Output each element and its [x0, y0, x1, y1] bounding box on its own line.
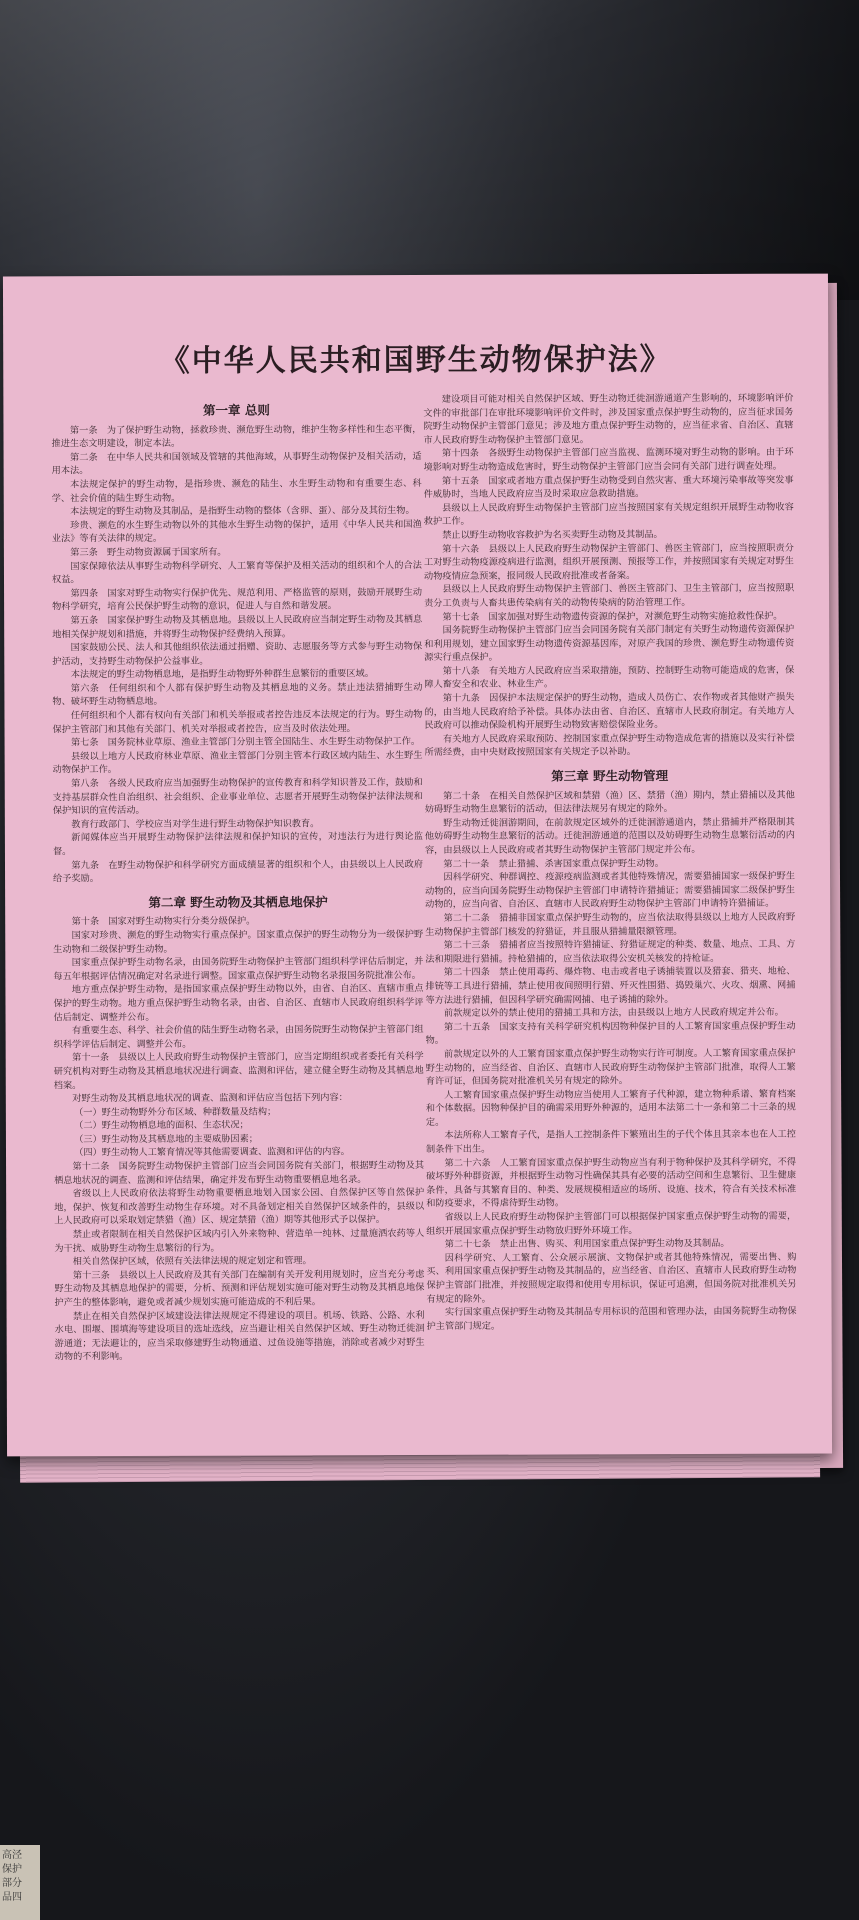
article-paragraph: 第十四条 各级野生动物保护主管部门应当监视、监测环境对野生动物的影响。由于环境影响对野生动物造成危害时，野生动物保护主管部门应当会同有关部门进行调查处理。	[423, 447, 794, 473]
article-paragraph: 有重要生态、科学、社会价值的陆生野生动物名录，由国务院野生动物保护主管部门组织科学评估后制定、调整并公布。	[53, 1024, 424, 1050]
article-paragraph: 县级以上人民政府野生动物保护主管部门应当按照国家有关规定组织开展野生动物收容救护工作。	[423, 501, 794, 528]
article-paragraph: 前款规定以外的人工繁育国家重点保护野生动物实行许可制度。人工繁育国家重点保护野生动物的，应当经省、自治区、直辖市人民政府野生动物保护主管部门批准，取得人工繁育许可证，但国务院对批准机关另有规定的除外。	[425, 1047, 796, 1088]
article-paragraph: 第五条 国家保护野生动物及其栖息地。县级以上人民政府应当制定野生动物及其栖息地相关保护规划和措施，并将野生动物保护经费纳入预算。	[52, 613, 423, 640]
article-paragraph: 第二十一条 禁止猎捕、杀害国家重点保护野生动物。	[443, 857, 664, 870]
article-paragraph: 第二十三条 猎捕者应当按照特许猎捕证、狩猎证规定的种类、数量、地点、工具、方法和期限进行猎捕。持枪猎捕的，应当依法取得公安机关核发的持枪证。	[425, 938, 796, 965]
article-paragraph: 第十一条 县级以上人民政府野生动物保护主管部门，应当定期组织或者委托有关科学研究机构对野生动物及其栖息地状况进行调查、监测和评估，建立健全野生动物及其栖息地档案。	[53, 1051, 424, 1091]
article-paragraph: 本法所称人工繁育子代，是指人工控制条件下繁殖出生的子代个体且其亲本也在人工控制条件下出生。	[425, 1129, 796, 1156]
article-paragraph: 国家鼓励公民、法人和其他组织依法通过捐赠、资助、志愿服务等方式参与野生动物保护活动，支持野生动物保护公益事业。	[52, 641, 423, 667]
article-paragraph: 国家保障依法从事野生动物科学研究、人工繁育等保护及相关活动的组织和个人的合法权益。	[51, 559, 422, 586]
article-paragraph: 第四条 国家对野生动物实行保护优先、规范利用、严格监管的原则，鼓励开展野生动物科学研究，培育公民保护野生动物的意识，促进人与自然和谐发展。	[52, 586, 423, 613]
article-paragraph: 禁止以野生动物收容救护为名买卖野生动物及其制品。	[442, 529, 663, 541]
chapter-heading: 第三章 野生动物管理	[551, 768, 669, 784]
article-paragraph: 建设项目可能对相关自然保护区域、野生动物迁徙洄游通道产生影响的，环境影响评价文件的审批部门在审批环境影响评价文件时，涉及国家重点保护野生动物的，应当征求国务院野生动物保护主管部门意见；涉及地方重点保护野生动物的，应当征求省、自治区、直辖市人民政府野生动物保护主管部门意见。	[423, 392, 794, 446]
article-paragraph: 第二十六条 人工繁育国家重点保护野生动物应当有利于物种保护及其科学研究，不得破坏野外种群资源，并根据野生动物习性确保其具有必要的活动空间和生息繁衍、卫生健康条件，具备与其繁育目的、种类、发展规模相适应的场所、设施、技术，符合有关技术标准和防疫要求，不得虐待野生动物。	[426, 1156, 797, 1210]
article-paragraph: 省级以上人民政府依法将野生动物重要栖息地划入国家公园、自然保护区等自然保护地，保护、恢复和改善野生动物生存环境。对不具备划定相关自然保护区域条件的，县级以上人民政府可以采取划定禁猎（渔）区、规定禁猎（渔）期等其他形式予以保护。	[54, 1187, 425, 1227]
article-paragraph: 任何组织和个人都有权向有关部门和机关举报或者控告违反本法规定的行为。野生动物保护主管部门和其他有关部门、机关对举报或者控告，应当及时依法处理。	[52, 709, 423, 735]
article-paragraph: （四）野生动物人工繁育情况等其他需要调查、监测和评估的内容。	[74, 1146, 350, 1159]
article-paragraph: 省级以上人民政府野生动物保护主管部门可以根据保护国家重点保护野生动物的需要，组织开展国家重点保护野生动物放归野外环境工作。	[426, 1210, 797, 1237]
article-paragraph: 本法规定的野生动物及其制品，是指野生动物的整体（含卵、蛋）、部分及其衍生物。	[70, 505, 415, 518]
article-paragraph: 国家对珍贵、濒危的野生动物实行重点保护。国家重点保护的野生动物分为一级保护野生动物和二级保护野生动物。	[53, 928, 424, 955]
article-paragraph: 第十七条 国家加强对野生动物遗传资源的保护，对濒危野生动物实施抢救性保护。	[442, 610, 783, 623]
article-paragraph: 第八条 各级人民政府应当加强野生动物保护的宣传教育和科学知识普及工作，鼓励和支持基层群众性自治组织、社会组织、企业事业单位、志愿者开展野生动物保护法律法规和保护知识的宣传活动。	[52, 777, 423, 817]
article-paragraph: 珍贵、濒危的水生野生动物以外的其他水生野生动物的保护，适用《中华人民共和国渔业法》等有关法律的规定。	[51, 518, 422, 545]
article-paragraph: 县级以上人民政府野生动物保护主管部门、兽医主管部门、卫生主管部门，应当按照职责分工负责与人畜共患传染病有关的动物传染病的防治管理工作。	[424, 582, 795, 609]
article-paragraph: 第十三条 县级以上人民政府及其有关部门在编制有关开发利用规划时，应当充分考虑野生动物及其栖息地保护的需要，分析、预测和评估规划实施可能对野生动物及其栖息地保护产生的整体影响，避免或者减少规划实施可能造成的不利后果。	[54, 1268, 425, 1309]
article-paragraph: 本法规定的野生动物栖息地，是指野生动物野外种群生息繁衍的重要区域。	[70, 668, 374, 681]
article-paragraph: 第二十条 在相关自然保护区域和禁猎（渔）区、禁猎（渔）期内，禁止猎捕以及其他妨碍野生动物生息繁衍的活动，但法律法规另有规定的除外。	[424, 789, 795, 816]
article-paragraph: （二）野生动物栖息地的面积、生态状况；	[74, 1119, 249, 1132]
article-paragraph: 第六条 任何组织和个人都有保护野生动物及其栖息地的义务。禁止违法猎捕野生动物、破坏野生动物栖息地。	[52, 681, 423, 708]
chapter-heading: 第一章 总则	[202, 402, 270, 418]
document-title: 《中华人民共和国野生动物保护法》	[159, 342, 672, 379]
article-paragraph: 有关地方人民政府采取预防、控制国家重点保护野生动物造成危害的措施以及实行补偿所需经费，由中央财政按照国家有关规定予以补助。	[424, 732, 795, 759]
article-paragraph: 第十二条 国务院野生动物保护主管部门应当会同国务院有关部门，根据野生动物及其栖息地状况的调查、监测和评估结果，确定并发布野生动物重要栖息地名录。	[54, 1160, 425, 1186]
article-paragraph: 第二十二条 猎捕非国家重点保护野生动物的，应当依法取得县级以上地方人民政府野生动物保护主管部门核发的狩猎证，并且服从猎捕量限额管理。	[425, 911, 796, 938]
article-paragraph: 第十九条 因保护本法规定保护的野生动物，造成人员伤亡、农作物或者其他财产损失的，由当地人民政府给予补偿。具体办法由省、自治区、直辖市人民政府制定。有关地方人民政府可以推动保险机构开展野生动物致害赔偿保险业务。	[424, 691, 795, 732]
article-paragraph: 第二十五条 国家支持有关科学研究机构因物种保护目的人工繁育国家重点保护野生动物。	[425, 1020, 796, 1047]
article-paragraph: 实行国家重点保护野生动物及其制品专用标识的范围和管理办法，由国务院野生动物保护主管部门规定。	[426, 1305, 797, 1332]
article-paragraph: 禁止或者限制在相关自然保护区域内引入外来物种、营造单一纯林、过量施洒农药等人为干扰、威胁野生动物生息繁衍的行为。	[54, 1228, 425, 1254]
article-paragraph: （一）野生动物野外分布区域、种群数量及结构；	[74, 1106, 277, 1118]
document-page	[3, 274, 832, 1457]
right-column	[423, 392, 797, 1443]
article-paragraph: 第十五条 国家或者地方重点保护野生动物受到自然灾害、重大环境污染事故等突发事件威胁时，当地人民政府应当及时采取应急救助措施。	[423, 474, 794, 501]
article-paragraph: 第二条 在中华人民共和国领域及管辖的其他海域，从事野生动物保护及相关活动，适用本法。	[51, 450, 422, 477]
article-paragraph: 教育行政部门、学校应当对学生进行野生动物保护知识教育。	[71, 818, 320, 831]
corner-text-line: 保护	[2, 1864, 22, 1875]
article-paragraph: 第二十七条 禁止出售、购买、利用国家重点保护野生动物及其制品。	[444, 1238, 730, 1251]
corner-paper-fragment	[0, 1845, 40, 1920]
article-paragraph: 新闻媒体应当开展野生动物保护法律法规和保护知识的宣传，对违法行为进行舆论监督。	[52, 831, 423, 858]
article-paragraph: 第十条 国家对野生动物实行分类分级保护。	[71, 915, 256, 928]
left-column	[51, 393, 425, 1444]
chapter-heading: 第二章 野生动物及其栖息地保护	[148, 894, 328, 910]
article-paragraph: 第十六条 县级以上人民政府野生动物保护主管部门、兽医主管部门，应当按照职责分工对野生动物疫源疫病进行监测，组织开展预测、预报等工作，并按照国家有关规定对野生动物疫情应急预案，报同级人民政府批准或者备案。	[423, 542, 794, 582]
article-paragraph: 县级以上地方人民政府林业草原、渔业主管部门分别主管本行政区域内陆生、水生野生动物保护工作。	[52, 749, 423, 776]
corner-text-line: 品四	[2, 1892, 22, 1903]
article-paragraph: 本法规定保护的野生动物，是指珍贵、濒危的陆生、水生野生动物和有重要生态、科学、社会价值的陆生野生动物。	[51, 477, 422, 504]
article-paragraph: 第三条 野生动物资源属于国家所有。	[70, 546, 227, 559]
corner-text-line: 部分	[2, 1878, 22, 1889]
article-paragraph: 第七条 国务院林业草原、渔业主管部门分别主管全国陆生、水生野生动物保护工作。	[70, 736, 421, 749]
article-paragraph: 相关自然保护区域，依照有关法律法规的规定划定和管理。	[72, 1255, 312, 1268]
article-paragraph: 国务院野生动物保护主管部门应当会同国务院有关部门制定有关野生动物遗传资源保护和利用规划，建立国家野生动物遗传资源基因库，对原产我国的珍贵、濒危野生动物遗传资源实行重点保护。	[424, 623, 795, 664]
article-paragraph: 因科学研究、人工繁育、公众展示展演、文物保护或者其他特殊情况，需要出售、购买、利用国家重点保护野生动物及其制品的，应当经省、自治区、直辖市人民政府野生动物保护主管部门批准，并按照规定取得和使用专用标识，保证可追溯，但国务院对批准机关另有规定的除外。	[426, 1251, 797, 1305]
article-paragraph: 第九条 在野生动物保护和科学研究方面成绩显著的组织和个人，由县级以上人民政府给予奖励。	[53, 858, 424, 885]
article-paragraph: 第十八条 有关地方人民政府应当采取措施，预防、控制野生动物可能造成的危害，保障人畜安全和农业、林业生产。	[424, 664, 795, 691]
leather-fold	[0, 0, 859, 300]
article-paragraph: 前款规定以外的禁止使用的猎捕工具和方法，由县级以上地方人民政府规定并公布。	[443, 1006, 784, 1020]
article-paragraph: 地方重点保护野生动物，是指国家重点保护野生动物以外，由省、自治区、直辖市重点保护的野生动物。地方重点保护野生动物名录，由省、自治区、直辖市人民政府组织科学评估后制定、调整并公布。	[53, 983, 424, 1023]
article-paragraph: 禁止在相关自然保护区域建设法律法规规定不得建设的项目。机场、铁路、公路、水利水电、围堰、围填海等建设项目的选址选线，应当避让相关自然保护区域、野生动物迁徙洄游通道；无法避让的，应当采取修建野生动物通道、过鱼设施等措施，消除或者减少对野生动物的不利影响。	[54, 1309, 425, 1363]
article-paragraph: 国家重点保护野生动物名录，由国务院野生动物保护主管部门组织科学评估后制定，并每五年根据评估情况确定对名录进行调整。国家重点保护野生动物名录报国务院批准公布。	[53, 956, 424, 983]
article-paragraph: 因科学研究、种群调控、疫源疫病监测或者其他特殊情况，需要猎捕国家一级保护野生动物的，应当向国务院野生动物保护主管部门申请特许猎捕证；需要猎捕国家二级保护野生动物的，应当向省、自治区、直辖市人民政府野生动物保护主管部门申请特许猎捕证。	[425, 870, 796, 911]
article-paragraph: 第一条 为了保护野生动物，拯救珍贵、濒危野生动物，维护生物多样性和生态平衡，推进生态文明建设，制定本法。	[51, 423, 422, 450]
article-paragraph: 人工繁育国家重点保护野生动物应当使用人工繁育子代种源，建立物种系谱、繁育档案和个体数据。因物种保护目的确需采用野外种源的，适用本法第二十一条和第二十三条的规定。	[425, 1088, 796, 1128]
article-paragraph: （三）野生动物及其栖息地的主要威胁因素；	[74, 1133, 258, 1146]
article-paragraph: 第二十四条 禁止使用毒药、爆炸物、电击或者电子诱捕装置以及猎套、猎夹、地枪、排铳等工具进行猎捕，禁止使用夜间照明行猎、歼灭性围猎、捣毁巢穴、火攻、烟熏、网捕等方法进行猎捕，但因科学研究确需网捕、电子诱捕的除外。	[425, 966, 796, 1006]
corner-text-line: 高泾	[2, 1850, 22, 1861]
article-paragraph: 野生动物迁徙洄游期间，在前款规定区域外的迁徙洄游通道内，禁止猎捕并严格限制其他妨碍野生动物生息繁衍的活动。迁徙洄游通道的范围以及妨碍野生动物生息繁衍活动的内容，由县级以上人民政府或者其野生动物保护主管部门规定并公布。	[424, 816, 795, 856]
article-paragraph: 对野生动物及其栖息地状况的调查、监测和评估应当包括下列内容：	[72, 1092, 348, 1105]
